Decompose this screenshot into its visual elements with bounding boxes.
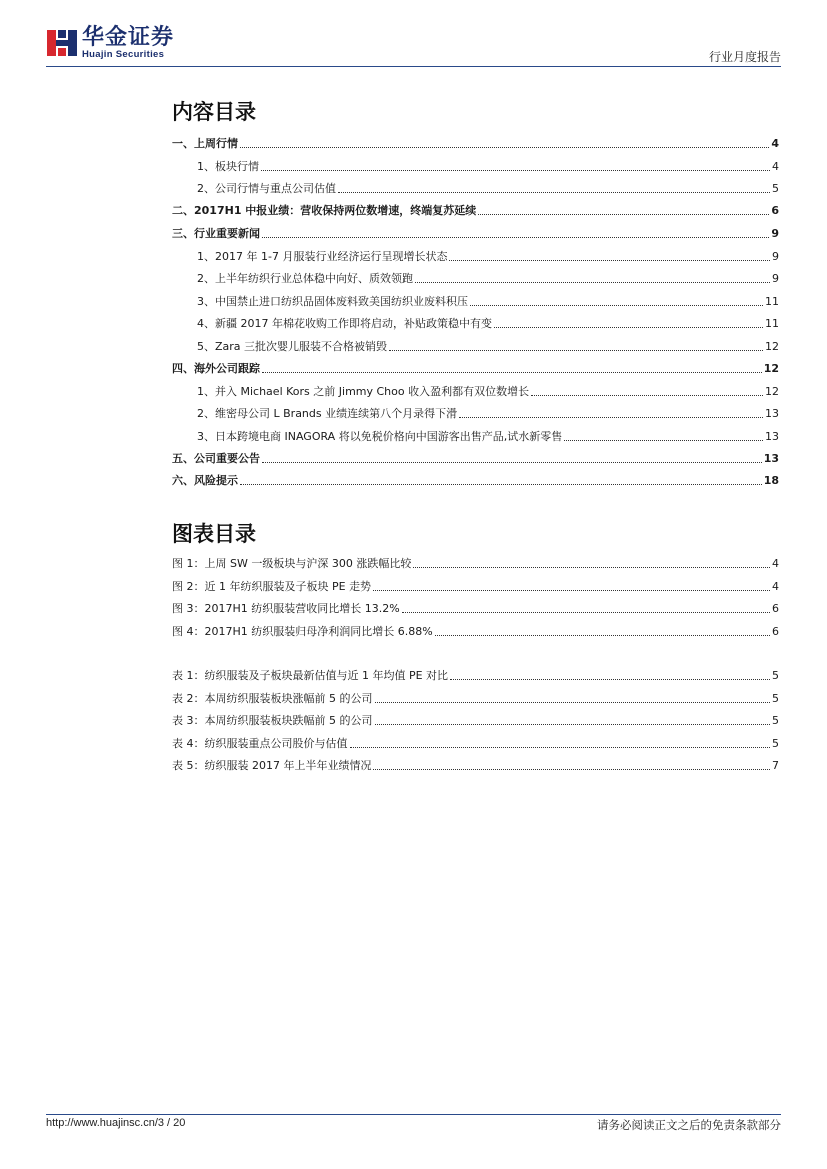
toc-entry-page: 9 [771, 227, 779, 240]
toc-entry-label: 1、2017 年 1-7 月服装行业经济运行呈现增长状态 [197, 250, 448, 263]
dot-leader [435, 635, 770, 636]
toc-entry-label: 5、Zara 三批次婴儿服装不合格被销毁 [197, 340, 388, 353]
figure-entry[interactable] [172, 555, 779, 571]
figure-entry-label: 图 4：2017H1 纺织服装归母净利润同比增长 6.88% [172, 625, 433, 638]
dot-leader [375, 724, 771, 725]
table-entry-label: 表 1：纺织服装及子板块最新估值与近 1 年均值 PE 对比 [172, 669, 449, 682]
figure-entry-page: 4 [772, 580, 779, 593]
table-entry-label: 表 5：纺织服装 2017 年上半年业绩情况 [172, 759, 372, 772]
toc-entry-label: 2、公司行情与重点公司估值 [197, 182, 336, 195]
toc-entry-page: 9 [772, 272, 779, 285]
dot-leader [373, 769, 770, 770]
toc-entry-page: 11 [765, 317, 779, 330]
figure-entry-page: 6 [772, 602, 779, 615]
toc-title: 内容目录 [172, 100, 256, 124]
figure-entry-page: 4 [772, 557, 779, 570]
table-entry-page: 5 [772, 737, 779, 750]
table-entry[interactable] [172, 690, 779, 706]
table-entry-label: 表 3：本周纺织服装板块跌幅前 5 的公司 [172, 714, 373, 727]
dot-leader [373, 590, 770, 591]
figure-entry-page: 6 [772, 625, 779, 638]
toc-entry[interactable] [172, 293, 779, 309]
toc-entry-page: 18 [763, 474, 779, 487]
toc-entry-page: 12 [765, 385, 779, 398]
table-entry-label: 表 2：本周纺织服装板块涨幅前 5 的公司 [172, 692, 373, 705]
table-entry-page: 7 [772, 759, 779, 772]
company-logo [46, 27, 174, 60]
toc-entry[interactable] [172, 135, 779, 151]
dot-leader [494, 327, 763, 328]
table-entry[interactable] [172, 712, 779, 728]
figure-entry-label: 图 1：上周 SW 一级板块与沪深 300 涨跌幅比较 [172, 557, 412, 570]
table-entry[interactable] [172, 667, 779, 683]
footer-url-page-number[interactable]: http://www.huajinsc.cn/3 / 20 [46, 1117, 186, 1129]
dot-leader [338, 192, 770, 193]
table-entry-page: 5 [772, 714, 779, 727]
toc-entry-label: 四、海外公司跟踪 [172, 362, 260, 375]
toc-entry[interactable] [172, 225, 779, 241]
toc-entry-page: 5 [772, 182, 779, 195]
footer-disclaimer: 请务必阅读正文之后的免责条款部分 [597, 1118, 781, 1132]
toc-entry[interactable] [172, 428, 779, 444]
dot-leader [564, 440, 763, 441]
toc-entry[interactable] [172, 383, 779, 399]
toc-entry[interactable] [172, 158, 779, 174]
dot-leader [240, 484, 762, 485]
figure-entry-label: 图 2：近 1 年纺织服装及子板块 PE 走势 [172, 580, 372, 593]
dot-leader [415, 282, 770, 283]
figures-index-title: 图表目录 [172, 522, 256, 546]
toc-entry[interactable] [172, 405, 779, 421]
report-type-label: 行业月度报告 [708, 50, 781, 64]
toc-entry-label: 2、维密母公司 L Brands 业绩连续第八个月录得下滑 [197, 407, 458, 420]
toc-entry[interactable] [172, 360, 779, 376]
toc-entry-label: 4、新疆 2017 年棉花收购工作即将启动，补贴政策稳中有变 [197, 317, 492, 330]
toc-entry-label: 1、并入 Michael Kors 之前 Jimmy Choo 收入盈利都有双位数增长 [197, 385, 530, 398]
dot-leader [413, 567, 770, 568]
toc-entry-page: 11 [765, 295, 779, 308]
toc-entry-label: 3、中国禁止进口纺织品固体废料致美国纺织业废料积压 [197, 295, 468, 308]
page-header [0, 0, 827, 70]
dot-leader [459, 417, 763, 418]
logo-english-name: Huajin Securities [82, 49, 165, 60]
toc-entry-label: 六、风险提示 [172, 474, 238, 487]
header-divider [46, 66, 781, 67]
dot-leader [375, 702, 771, 703]
dot-leader [261, 170, 770, 171]
toc-entry-page: 12 [763, 362, 779, 375]
dot-leader [262, 237, 769, 238]
figure-entry[interactable] [172, 623, 779, 639]
toc-entry-page: 13 [765, 407, 779, 420]
huajin-logo-icon [46, 27, 78, 59]
toc-entry[interactable] [172, 338, 779, 354]
logo-chinese-name: 华金证券 [82, 25, 175, 50]
toc-entry-page: 12 [765, 340, 779, 353]
figure-entry-label: 图 3：2017H1 纺织服装营收同比增长 13.2% [172, 602, 400, 615]
figure-entry[interactable] [172, 600, 779, 616]
dot-leader [389, 350, 763, 351]
toc-entry[interactable] [172, 315, 779, 331]
dot-leader [470, 305, 763, 306]
dot-leader [350, 747, 771, 748]
toc-entry[interactable] [172, 202, 779, 218]
dot-leader [478, 214, 769, 215]
toc-entry[interactable] [172, 270, 779, 286]
toc-entry[interactable] [172, 450, 779, 466]
dot-leader [450, 679, 770, 680]
toc-entry[interactable] [172, 248, 779, 264]
table-entry[interactable] [172, 735, 779, 751]
dot-leader [240, 147, 769, 148]
dot-leader [262, 372, 762, 373]
toc-entry-page: 9 [772, 250, 779, 263]
dot-leader [531, 395, 763, 396]
toc-entry-label: 1、板块行情 [197, 160, 259, 173]
toc-entry[interactable] [172, 472, 779, 488]
toc-entry-label: 三、行业重要新闻 [172, 227, 260, 240]
table-entry[interactable] [172, 757, 779, 773]
toc-entry-label: 二、2017H1 中报业绩：营收保持两位数增速，终端复苏延续 [172, 204, 477, 217]
toc-entry-page: 4 [771, 137, 779, 150]
toc-entry-label: 一、上周行情 [172, 137, 238, 150]
dot-leader [402, 612, 770, 613]
toc-entry-page: 13 [765, 430, 779, 443]
toc-entry-page: 13 [763, 452, 779, 465]
footer-divider [46, 1114, 781, 1115]
toc-entry-label: 3、日本跨境电商 INAGORA 将以免税价格向中国游客出售产品,试水新零售 [197, 430, 563, 443]
toc-entry[interactable] [172, 180, 779, 196]
toc-entry-label: 2、上半年纺织行业总体稳中向好、质效领跑 [197, 272, 413, 285]
toc-entry-page: 4 [772, 160, 779, 173]
toc-entry-label: 五、公司重要公告 [172, 452, 260, 465]
table-entry-page: 5 [772, 669, 779, 682]
toc-entry-page: 6 [771, 204, 779, 217]
dot-leader [449, 260, 770, 261]
figure-entry[interactable] [172, 578, 779, 594]
table-entry-page: 5 [772, 692, 779, 705]
dot-leader [262, 462, 762, 463]
table-entry-label: 表 4：纺织服装重点公司股价与估值 [172, 737, 348, 750]
